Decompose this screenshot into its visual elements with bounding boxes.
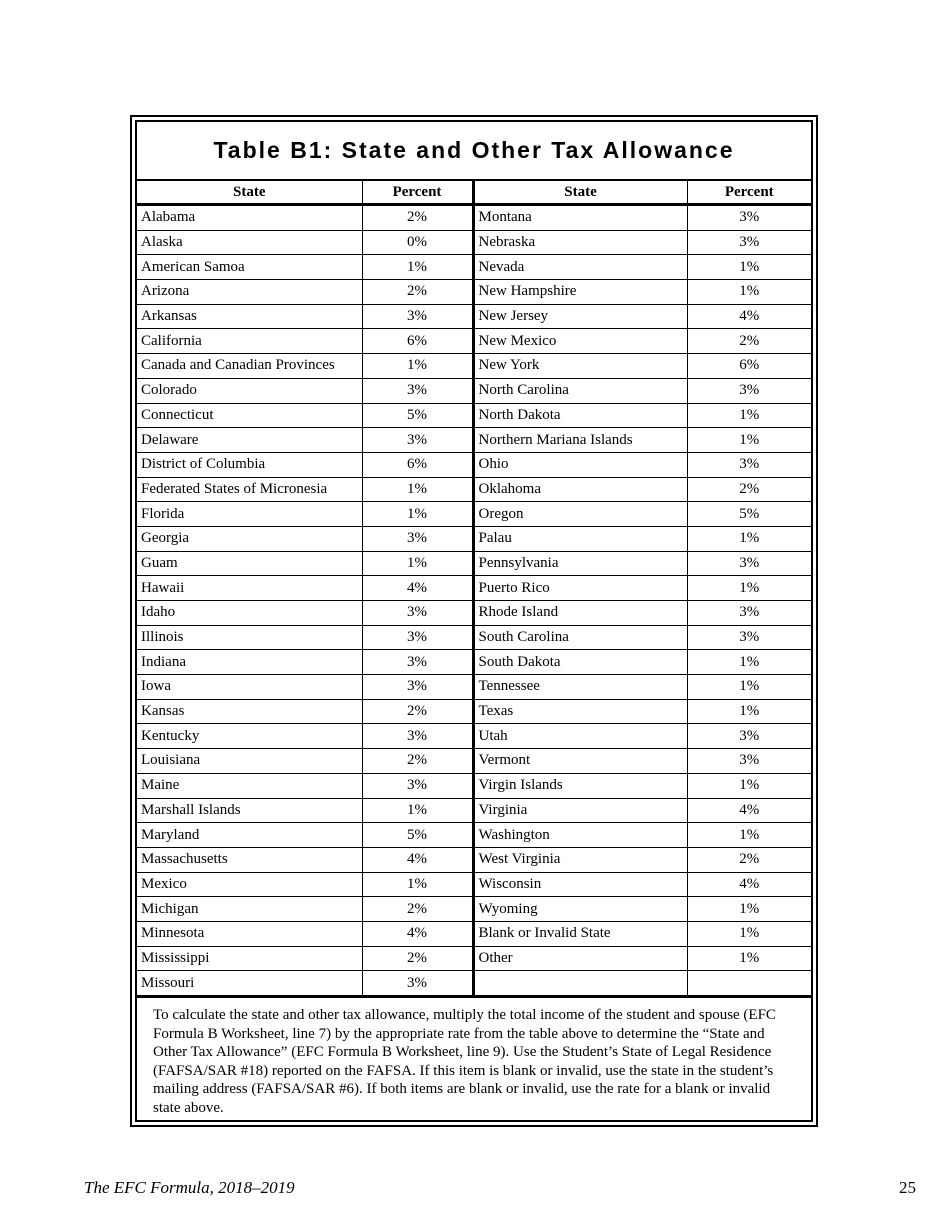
table-row xyxy=(137,526,811,551)
cell-percent-right: 3% xyxy=(687,625,811,650)
table-row xyxy=(137,354,811,379)
table-row xyxy=(137,625,811,650)
cell-state-left: Delaware xyxy=(137,428,362,453)
cell-state-left: Maine xyxy=(137,773,362,798)
cell-state-left: Maryland xyxy=(137,823,362,848)
cell-state-right: South Dakota xyxy=(473,650,687,675)
cell-percent-left: 1% xyxy=(362,551,473,576)
cell-percent-left: 3% xyxy=(362,675,473,700)
cell-percent-right: 1% xyxy=(687,576,811,601)
table-row xyxy=(137,650,811,675)
table-row xyxy=(137,921,811,946)
cell-state-right: Rhode Island xyxy=(473,601,687,626)
cell-percent-right: 3% xyxy=(687,749,811,774)
cell-percent-left: 3% xyxy=(362,650,473,675)
cell-percent-right: 3% xyxy=(687,452,811,477)
cell-percent-right: 6% xyxy=(687,354,811,379)
cell-state-right: North Carolina xyxy=(473,378,687,403)
table-row xyxy=(137,304,811,329)
cell-state-right: Oklahoma xyxy=(473,477,687,502)
table-frame xyxy=(130,115,818,1127)
cell-percent-right: 4% xyxy=(687,304,811,329)
table-row xyxy=(137,230,811,255)
table-row xyxy=(137,551,811,576)
cell-percent-left: 6% xyxy=(362,452,473,477)
cell-state-left: Massachusetts xyxy=(137,847,362,872)
header-state-right: State xyxy=(473,181,687,205)
table-row xyxy=(137,798,811,823)
table-row xyxy=(137,205,811,231)
cell-percent-left: 6% xyxy=(362,329,473,354)
cell-state-right: Pennsylvania xyxy=(473,551,687,576)
table-row xyxy=(137,452,811,477)
table-row xyxy=(137,675,811,700)
cell-percent-left: 2% xyxy=(362,205,473,231)
cell-state-right xyxy=(473,971,687,997)
cell-percent-right: 1% xyxy=(687,650,811,675)
cell-state-right: Wisconsin xyxy=(473,872,687,897)
cell-state-right: Utah xyxy=(473,724,687,749)
table-row xyxy=(137,773,811,798)
cell-percent-right: 2% xyxy=(687,329,811,354)
cell-state-left: Georgia xyxy=(137,526,362,551)
cell-percent-left: 1% xyxy=(362,477,473,502)
cell-state-left: Arkansas xyxy=(137,304,362,329)
table-row xyxy=(137,971,811,997)
cell-percent-left: 3% xyxy=(362,526,473,551)
cell-percent-left: 3% xyxy=(362,428,473,453)
cell-state-right: Montana xyxy=(473,205,687,231)
table-note: To calculate the state and other tax allowance, multiply the total income of the student and spouse (EFC Formula B Worksheet, line 7) by the appropriate rate from the table above to determine the “State and Other Tax Allowance” (EFC Formula B Worksheet, line 9). Use the Student’s State of Legal Residence (FAFSA/SAR #18) reported on the FAFSA. If this item is blank or invalid, use the state in the student’s mailing address (FAFSA/SAR #6). If both items are blank or invalid, use the rate for a blank or invalid state above. xyxy=(153,1007,776,1116)
cell-percent-left: 3% xyxy=(362,378,473,403)
cell-percent-left: 3% xyxy=(362,601,473,626)
cell-percent-left: 3% xyxy=(362,971,473,997)
table-row xyxy=(137,403,811,428)
cell-state-left: Connecticut xyxy=(137,403,362,428)
header-percent-right: Percent xyxy=(687,181,811,205)
cell-percent-right: 3% xyxy=(687,230,811,255)
header-percent-left: Percent xyxy=(362,181,473,205)
cell-percent-left: 1% xyxy=(362,255,473,280)
cell-state-right: South Carolina xyxy=(473,625,687,650)
cell-state-right: Ohio xyxy=(473,452,687,477)
cell-percent-left: 3% xyxy=(362,724,473,749)
cell-state-right: West Virginia xyxy=(473,847,687,872)
cell-percent-left: 5% xyxy=(362,823,473,848)
cell-state-left: Marshall Islands xyxy=(137,798,362,823)
table-row xyxy=(137,477,811,502)
table-row xyxy=(137,255,811,280)
cell-state-left: Florida xyxy=(137,502,362,527)
cell-percent-left: 2% xyxy=(362,749,473,774)
table-row xyxy=(137,601,811,626)
cell-percent-right: 1% xyxy=(687,403,811,428)
cell-state-left: District of Columbia xyxy=(137,452,362,477)
cell-state-left: Canada and Canadian Provinces xyxy=(137,354,362,379)
table-frame-inner xyxy=(135,120,813,1122)
table-row xyxy=(137,502,811,527)
cell-state-left: Louisiana xyxy=(137,749,362,774)
table-header-row xyxy=(137,181,811,205)
cell-state-right: New Jersey xyxy=(473,304,687,329)
cell-state-right: New York xyxy=(473,354,687,379)
cell-percent-right: 1% xyxy=(687,675,811,700)
cell-state-left: Idaho xyxy=(137,601,362,626)
table-row xyxy=(137,329,811,354)
cell-state-left: Mexico xyxy=(137,872,362,897)
cell-percent-left: 4% xyxy=(362,921,473,946)
cell-state-right: Other xyxy=(473,946,687,971)
cell-percent-right: 1% xyxy=(687,897,811,922)
cell-state-left: Illinois xyxy=(137,625,362,650)
cell-percent-left: 2% xyxy=(362,280,473,305)
cell-state-left: Mississippi xyxy=(137,946,362,971)
table-title: Table B1: State and Other Tax Allowance xyxy=(137,122,811,181)
table-row xyxy=(137,872,811,897)
cell-percent-left: 5% xyxy=(362,403,473,428)
cell-percent-right: 2% xyxy=(687,477,811,502)
table-row xyxy=(137,378,811,403)
cell-percent-right: 1% xyxy=(687,428,811,453)
cell-percent-left: 3% xyxy=(362,625,473,650)
cell-percent-right: 2% xyxy=(687,847,811,872)
cell-state-left: American Samoa xyxy=(137,255,362,280)
cell-state-right: Oregon xyxy=(473,502,687,527)
cell-state-right: Washington xyxy=(473,823,687,848)
cell-state-right: Nebraska xyxy=(473,230,687,255)
cell-percent-right: 3% xyxy=(687,601,811,626)
cell-percent-left: 4% xyxy=(362,576,473,601)
cell-state-right: New Hampshire xyxy=(473,280,687,305)
cell-percent-right: 1% xyxy=(687,773,811,798)
cell-percent-right: 1% xyxy=(687,255,811,280)
cell-state-left: Michigan xyxy=(137,897,362,922)
cell-percent-right: 1% xyxy=(687,823,811,848)
cell-percent-left: 1% xyxy=(362,354,473,379)
cell-state-left: Federated States of Micronesia xyxy=(137,477,362,502)
cell-state-right: Puerto Rico xyxy=(473,576,687,601)
cell-percent-right: 5% xyxy=(687,502,811,527)
cell-state-left: Arizona xyxy=(137,280,362,305)
cell-percent-left: 2% xyxy=(362,897,473,922)
cell-state-left: California xyxy=(137,329,362,354)
cell-percent-right: 1% xyxy=(687,921,811,946)
cell-state-left: Alaska xyxy=(137,230,362,255)
cell-percent-left: 0% xyxy=(362,230,473,255)
cell-state-left: Missouri xyxy=(137,971,362,997)
table-row xyxy=(137,699,811,724)
cell-state-left: Guam xyxy=(137,551,362,576)
cell-percent-right: 3% xyxy=(687,378,811,403)
table-row xyxy=(137,823,811,848)
cell-state-left: Alabama xyxy=(137,205,362,231)
table-row xyxy=(137,897,811,922)
cell-percent-left: 2% xyxy=(362,699,473,724)
cell-percent-left: 1% xyxy=(362,872,473,897)
cell-percent-left: 3% xyxy=(362,304,473,329)
cell-percent-right: 4% xyxy=(687,798,811,823)
cell-percent-left: 3% xyxy=(362,773,473,798)
table-row xyxy=(137,946,811,971)
cell-percent-left: 1% xyxy=(362,502,473,527)
cell-state-right: Virgin Islands xyxy=(473,773,687,798)
cell-percent-right: 3% xyxy=(687,724,811,749)
cell-state-right: North Dakota xyxy=(473,403,687,428)
cell-state-right: Vermont xyxy=(473,749,687,774)
cell-state-right: Virginia xyxy=(473,798,687,823)
cell-state-right: Blank or Invalid State xyxy=(473,921,687,946)
cell-percent-right xyxy=(687,971,811,997)
cell-state-right: New Mexico xyxy=(473,329,687,354)
cell-percent-right: 4% xyxy=(687,872,811,897)
cell-state-left: Kansas xyxy=(137,699,362,724)
cell-percent-right: 3% xyxy=(687,205,811,231)
cell-state-left: Minnesota xyxy=(137,921,362,946)
cell-state-right: Tennessee xyxy=(473,675,687,700)
tax-allowance-table xyxy=(137,181,811,998)
table-row xyxy=(137,724,811,749)
cell-percent-right: 3% xyxy=(687,551,811,576)
cell-state-left: Colorado xyxy=(137,378,362,403)
cell-percent-left: 4% xyxy=(362,847,473,872)
cell-state-right: Nevada xyxy=(473,255,687,280)
cell-state-left: Kentucky xyxy=(137,724,362,749)
cell-percent-right: 1% xyxy=(687,280,811,305)
table-row xyxy=(137,847,811,872)
table-row xyxy=(137,749,811,774)
cell-state-left: Indiana xyxy=(137,650,362,675)
cell-state-right: Palau xyxy=(473,526,687,551)
header-state-left: State xyxy=(137,181,362,205)
cell-percent-right: 1% xyxy=(687,699,811,724)
table-row xyxy=(137,280,811,305)
cell-state-right: Northern Mariana Islands xyxy=(473,428,687,453)
cell-percent-right: 1% xyxy=(687,946,811,971)
cell-state-right: Wyoming xyxy=(473,897,687,922)
cell-percent-left: 2% xyxy=(362,946,473,971)
page-number: 25 xyxy=(899,1178,916,1197)
cell-state-left: Hawaii xyxy=(137,576,362,601)
table-row xyxy=(137,576,811,601)
cell-percent-right: 1% xyxy=(687,526,811,551)
cell-percent-left: 1% xyxy=(362,798,473,823)
cell-state-left: Iowa xyxy=(137,675,362,700)
table-row xyxy=(137,428,811,453)
cell-state-right: Texas xyxy=(473,699,687,724)
footer-title: The EFC Formula, 2018–2019 xyxy=(84,1178,295,1197)
